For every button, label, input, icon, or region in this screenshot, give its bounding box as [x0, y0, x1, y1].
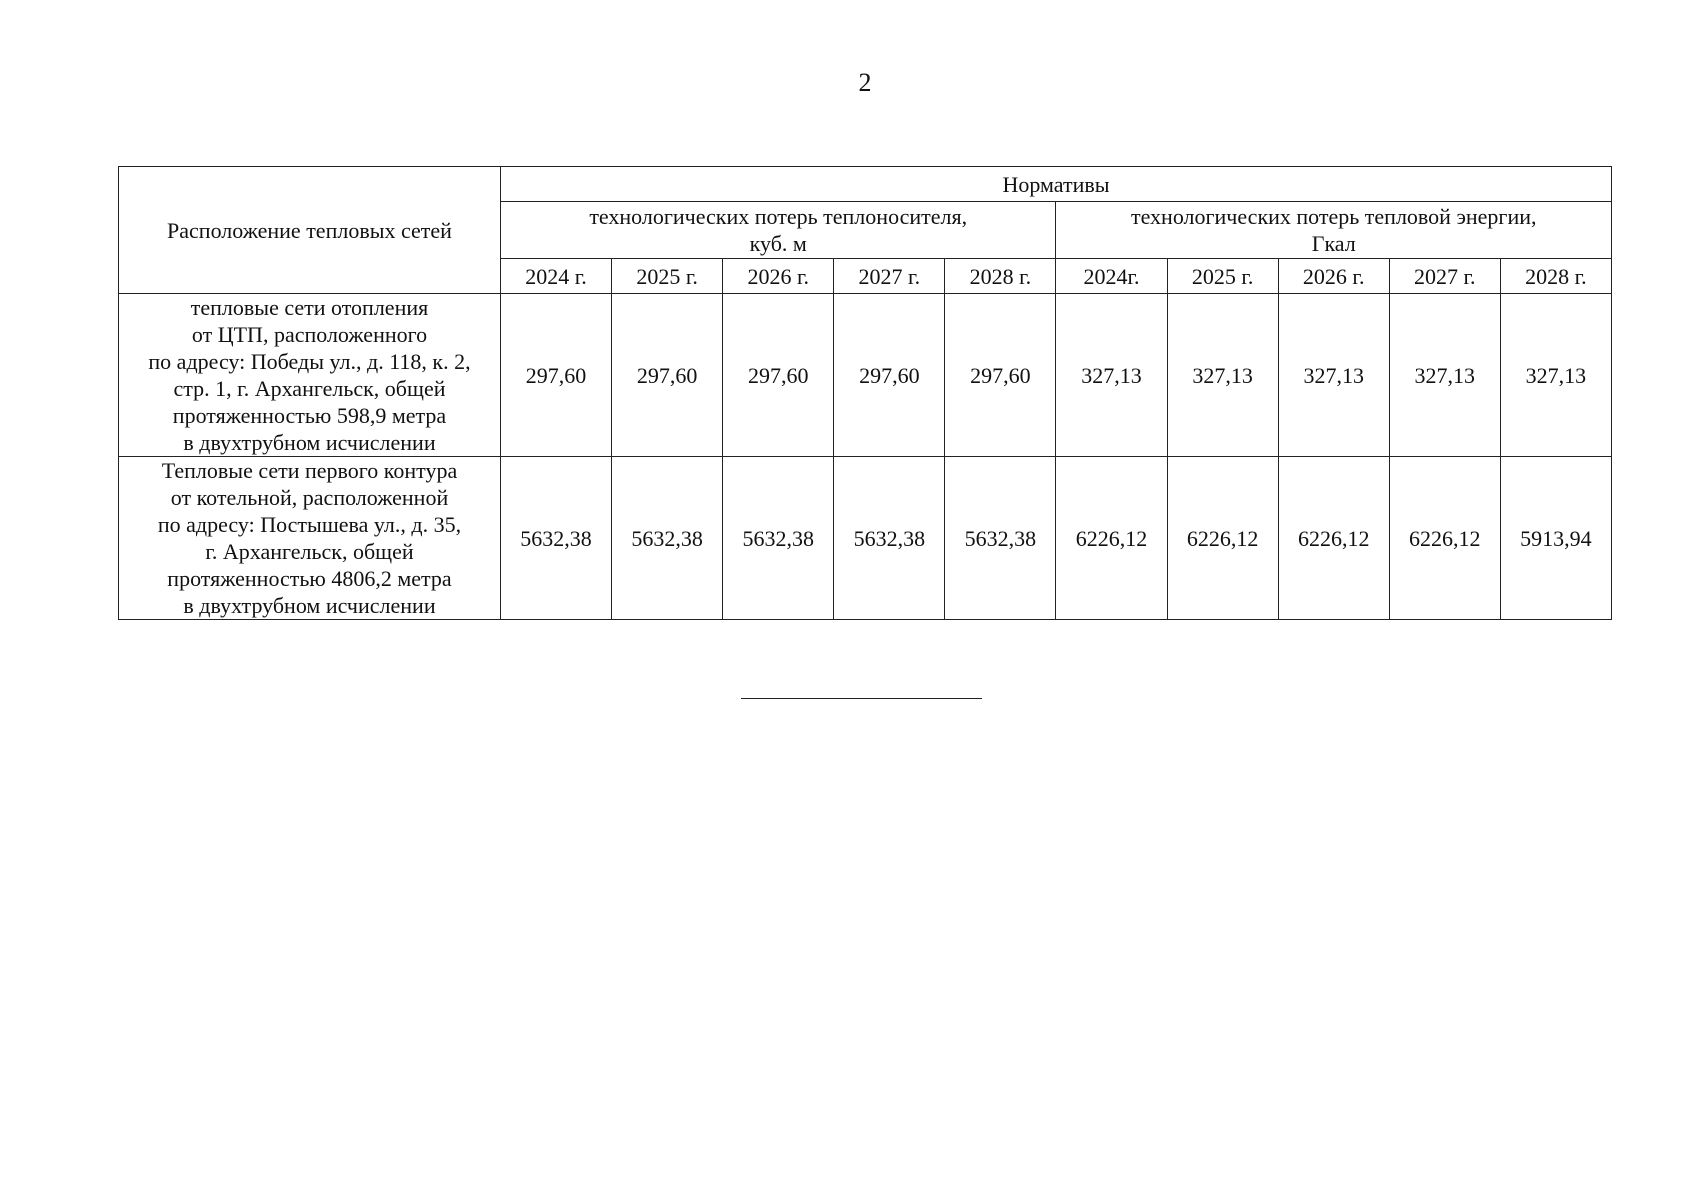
energy-value-cell: 5913,94	[1500, 457, 1611, 620]
location-line: от котельной, расположенной	[170, 485, 449, 510]
group-header-coolant-line2: куб. м	[749, 231, 807, 256]
energy-value-cell: 327,13	[1500, 294, 1611, 457]
table-row	[119, 294, 1612, 457]
location-line: от ЦТП, расположенного	[191, 322, 428, 347]
energy-value-cell: 327,13	[1167, 294, 1278, 457]
end-of-document-divider	[741, 698, 982, 699]
year-header: 2028 г.	[945, 259, 1056, 294]
location-line: тепловые сети отопления	[190, 295, 429, 320]
group-header-energy-line1: технологических потерь тепловой энергии,	[1130, 204, 1537, 229]
location-line: протяженностью 4806,2 метра	[167, 566, 452, 591]
coolant-value-cell: 5632,38	[612, 457, 723, 620]
coolant-value-cell: 297,60	[945, 294, 1056, 457]
year-header: 2024г.	[1056, 259, 1167, 294]
year-header: 2028 г.	[1500, 259, 1611, 294]
coolant-value-cell: 297,60	[834, 294, 945, 457]
energy-value-cell: 6226,12	[1389, 457, 1500, 620]
group-header-coolant	[501, 202, 1056, 259]
year-header: 2026 г.	[723, 259, 834, 294]
location-cell	[119, 457, 501, 620]
energy-value-cell: 327,13	[1389, 294, 1500, 457]
location-line: г. Архангельск, общей	[205, 539, 414, 564]
year-header: 2024 г.	[501, 259, 612, 294]
year-header: 2025 г.	[612, 259, 723, 294]
location-line: в двухтрубном исчислении	[183, 430, 436, 455]
coolant-value-cell: 5632,38	[834, 457, 945, 620]
energy-value-cell: 327,13	[1278, 294, 1389, 457]
group-header-coolant-line1: технологических потерь теплоносителя,	[589, 204, 968, 229]
year-header: 2027 г.	[1389, 259, 1500, 294]
coolant-value-cell: 5632,38	[723, 457, 834, 620]
group-header-energy	[1056, 202, 1612, 259]
year-header: 2026 г.	[1278, 259, 1389, 294]
energy-value-cell: 327,13	[1056, 294, 1167, 457]
norms-table-container	[118, 166, 1612, 620]
table-row	[119, 457, 1612, 620]
norms-table	[118, 166, 1612, 620]
location-line: стр. 1, г. Архангельск, общей	[173, 376, 446, 401]
location-line: протяженностью 598,9 метра	[172, 403, 447, 428]
coolant-value-cell: 297,60	[501, 294, 612, 457]
location-line: по адресу: Постышева ул., д. 35,	[157, 512, 462, 537]
coolant-value-cell: 5632,38	[501, 457, 612, 620]
location-header: Расположение тепловых сетей	[119, 167, 501, 294]
group-header-energy-line2: Гкал	[1311, 231, 1356, 256]
year-header: 2025 г.	[1167, 259, 1278, 294]
coolant-value-cell: 297,60	[612, 294, 723, 457]
location-cell	[119, 294, 501, 457]
energy-value-cell: 6226,12	[1278, 457, 1389, 620]
coolant-value-cell: 5632,38	[945, 457, 1056, 620]
energy-value-cell: 6226,12	[1056, 457, 1167, 620]
norms-header: Нормативы	[501, 167, 1612, 202]
location-line: в двухтрубном исчислении	[183, 593, 436, 618]
location-line: по адресу: Победы ул., д. 118, к. 2,	[148, 349, 471, 374]
year-header: 2027 г.	[834, 259, 945, 294]
energy-value-cell: 6226,12	[1167, 457, 1278, 620]
coolant-value-cell: 297,60	[723, 294, 834, 457]
page-number: 2	[858, 68, 872, 97]
location-line: Тепловые сети первого контура	[161, 458, 458, 483]
